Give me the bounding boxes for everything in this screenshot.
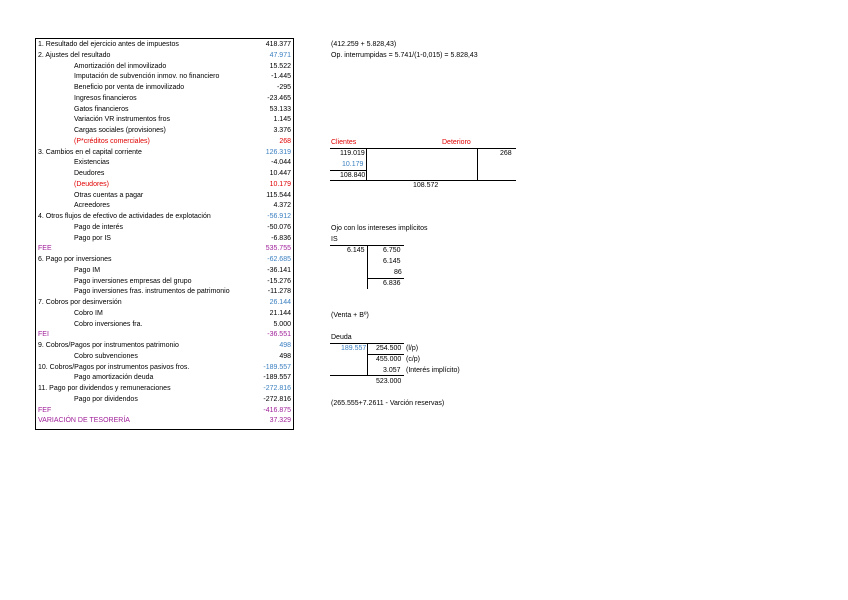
row-label: Existencias: [74, 159, 110, 167]
row-value: -56.912: [267, 213, 291, 220]
row-value: 126.319: [265, 148, 291, 156]
is-right-2: 6.145: [383, 258, 401, 265]
row-value: 10.179: [269, 180, 291, 188]
row-value: -6.836: [271, 234, 291, 242]
table-row: [36, 255, 293, 265]
row-label: 2. Ajustes del resultado: [38, 51, 111, 59]
clientes-title: Clientes: [331, 139, 357, 146]
row-label: 6. Pago por inversiones: [38, 256, 112, 263]
row-value: -1.445: [271, 73, 291, 81]
clientes-bottom-line: [330, 180, 404, 181]
is-divider: [367, 245, 368, 289]
row-value: 418.377: [265, 41, 291, 48]
row-label: Pago amortización deuda: [74, 374, 154, 382]
row-label: Deudores: [74, 170, 105, 177]
formula-note-2: Op. interrumpidas = 5.741/(1-0,015) = 5.828,43: [331, 52, 478, 59]
row-value: 3.376: [273, 127, 291, 134]
deuda-right-1-note: (l/p): [406, 345, 419, 352]
deterioro-divider: [477, 148, 478, 180]
row-value: -416.875: [263, 406, 291, 414]
table-row: [36, 266, 293, 276]
row-label: Gatos financieros: [74, 105, 129, 113]
row-value: 5.000: [273, 320, 291, 328]
table-row: [36, 51, 293, 61]
deuda-title: Deuda: [331, 334, 352, 341]
clientes-value-2: 10.179: [342, 161, 364, 168]
table-row: [36, 148, 293, 158]
table-row: [36, 320, 293, 330]
is-right-1: 6.750: [383, 247, 401, 254]
row-label: Cargas sociales (provisiones): [74, 127, 166, 134]
table-row: [36, 169, 293, 179]
clientes-total: 108.572: [413, 182, 439, 189]
table-row: [36, 363, 293, 373]
clientes-value-1: 119.019: [340, 150, 365, 157]
table-row: [36, 309, 293, 319]
row-label: Pago de interés: [74, 223, 124, 231]
row-value: -36.551: [267, 331, 291, 339]
deuda-right-2: 455.000: [376, 356, 402, 363]
row-value: 498: [279, 352, 291, 360]
row-value: 268: [279, 137, 291, 145]
row-value: -11.278: [267, 288, 291, 296]
row-value: -4.044: [271, 159, 291, 167]
row-label: (Deudores): [74, 180, 110, 188]
deterioro-value-1: 268: [500, 150, 512, 157]
row-value: -189.557: [263, 374, 291, 382]
row-label: Variación VR instrumentos fros: [74, 116, 170, 124]
deuda-total: 523.000: [376, 378, 402, 385]
row-value: 535.755: [265, 245, 291, 253]
row-label: 10. Cobros/Pagos por instrumentos pasivos fros.: [38, 363, 190, 371]
row-label: FEI: [38, 331, 49, 339]
row-label: Pago inversiones fras. instrumentos de patrimonio: [74, 288, 230, 296]
is-left-1: 6.145: [347, 247, 365, 254]
table-row: [36, 416, 293, 426]
is-total: 6.836: [383, 280, 401, 287]
ojo-note: Ojo con los intereses implícitos: [331, 225, 428, 232]
row-value: 21.144: [269, 309, 291, 317]
row-label: FEE: [38, 245, 52, 253]
row-value: 115.544: [266, 191, 291, 199]
table-row: [36, 158, 293, 168]
row-label: (P*créditos comerciales): [74, 137, 150, 145]
row-value: 4.372: [273, 202, 291, 210]
table-row: [36, 137, 293, 147]
deuda-right-1: 254.500: [376, 345, 402, 352]
row-value: 10.447: [269, 170, 291, 177]
row-label: Pago inversiones empresas del grupo: [74, 277, 192, 285]
row-value: -36.141: [267, 266, 291, 274]
deterioro-bottom-line: [404, 180, 516, 181]
row-label: Otras cuentas a pagar: [74, 191, 144, 199]
table-row: [36, 83, 293, 93]
row-label: 11. Pago por dividendos y remuneraciones: [38, 385, 171, 392]
row-value: -15.276: [267, 277, 291, 285]
table-row: [36, 395, 293, 405]
deuda-left-1: 189.557: [341, 345, 367, 352]
table-row: [36, 384, 293, 394]
row-label: 1. Resultado del ejercicio antes de impuestos: [38, 41, 179, 48]
deuda-right-3: 3.057: [383, 367, 401, 374]
row-label: Imputación de subvención inmov. no financiero: [74, 73, 220, 81]
cash-flow-table: [35, 38, 294, 430]
row-value: -23.465: [267, 94, 291, 102]
table-row: [36, 373, 293, 383]
table-row: [36, 234, 293, 244]
table-row: [36, 352, 293, 362]
formula-note-1: (412.259 + 5.828,43): [331, 41, 397, 48]
row-value: 26.144: [269, 299, 291, 306]
row-value: 37.329: [269, 417, 291, 425]
table-row: [36, 201, 293, 211]
row-label: 9. Cobros/Pagos por instrumentos patrimonio: [38, 342, 179, 349]
deuda-right-2-note: (c/p): [406, 356, 420, 363]
deuda-bottom-line: [330, 375, 404, 376]
row-label: 4. Otros flujos de efectivo de actividades de explotación: [38, 213, 211, 220]
table-row: [36, 330, 293, 340]
row-value: 1.145: [273, 116, 291, 124]
table-row: [36, 126, 293, 136]
row-label: Pago por dividendos: [74, 395, 138, 403]
row-value: 15.522: [269, 62, 291, 70]
table-row: [36, 287, 293, 297]
table-row: [36, 94, 293, 104]
table-row: [36, 244, 293, 254]
table-row: [36, 105, 293, 115]
row-label: FEF: [38, 406, 52, 414]
row-label: Cobro inversiones fra.: [74, 320, 143, 328]
table-row: [36, 115, 293, 125]
table-row: [36, 223, 293, 233]
row-label: Acreedores: [74, 202, 110, 210]
table-row: [36, 40, 293, 50]
deterioro-title: Deterioro: [442, 139, 471, 146]
dividendos-note: (265.555+7.2611 - Varción reservas): [331, 400, 445, 407]
row-value: -272.816: [263, 395, 291, 403]
deuda-divider: [367, 343, 368, 375]
table-row: [36, 212, 293, 222]
table-row: [36, 406, 293, 416]
row-label: Cobro IM: [74, 309, 103, 317]
row-value: -50.076: [267, 223, 291, 231]
venta-note: (Venta + Bº): [331, 312, 369, 319]
row-label: Beneficio por venta de inmovilizado: [74, 84, 185, 91]
is-title: IS: [331, 236, 338, 243]
row-value: 47.971: [269, 51, 291, 59]
row-label: Cobro subvenciones: [74, 352, 138, 360]
table-row: [36, 191, 293, 201]
table-row: [36, 298, 293, 308]
row-value: 498: [279, 342, 291, 349]
table-row: [36, 341, 293, 351]
table-row: [36, 72, 293, 82]
row-value: -62.685: [267, 256, 291, 263]
row-label: Pago IM: [74, 266, 101, 274]
deuda-right-3-note: (Interés implícito): [406, 367, 460, 374]
clientes-divider: [366, 148, 367, 180]
row-value: -189.557: [263, 363, 291, 371]
row-label: VARIACIÓN DE TESORERÍA: [38, 417, 130, 425]
is-right-3: 86: [394, 269, 402, 276]
row-value: -295: [276, 84, 291, 91]
row-value: 53.133: [269, 105, 291, 113]
table-row: [36, 180, 293, 190]
row-label: Pago por IS: [74, 234, 111, 242]
row-label: Ingresos financieros: [74, 94, 137, 102]
row-label: Amortización del inmovilizado: [74, 62, 167, 70]
clientes-value-3: 108.840: [340, 172, 366, 179]
row-label: 7. Cobros por desinversión: [38, 299, 122, 306]
row-label: 3. Cambios en el capital corriente: [38, 148, 142, 156]
row-value: -272.816: [263, 385, 291, 392]
table-row: [36, 62, 293, 72]
table-row: [36, 277, 293, 287]
